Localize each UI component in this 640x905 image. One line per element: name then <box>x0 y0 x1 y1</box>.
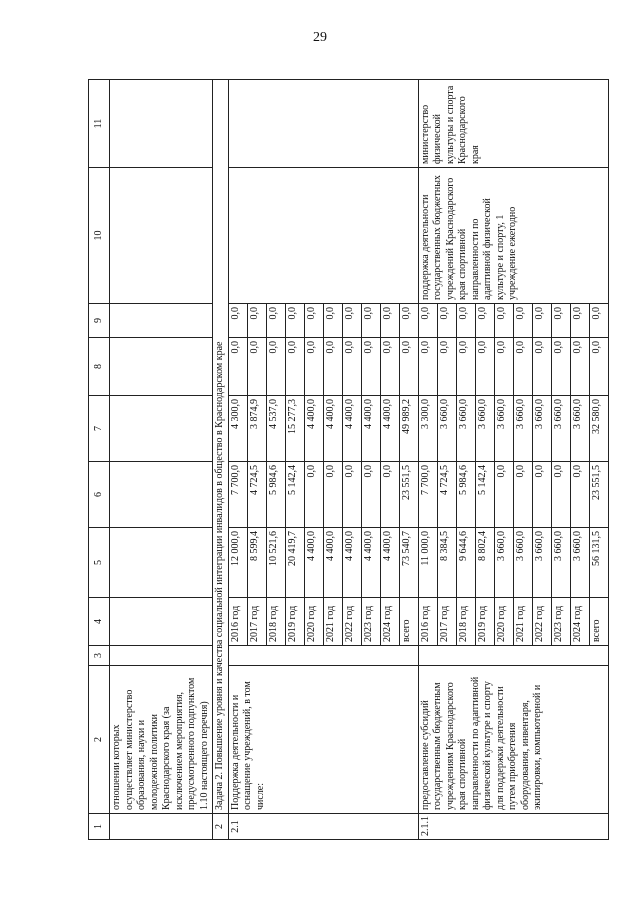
value-col-7: 4 400,0 <box>361 396 380 462</box>
value-col-9: 0,0 <box>342 304 361 338</box>
value-col-8: 0,0 <box>285 338 304 396</box>
value-col-6: 7 700,0 <box>228 462 247 528</box>
value-col-9: 0,0 <box>266 304 285 338</box>
task-row <box>213 80 229 840</box>
value-total: 3 660,0 <box>494 528 513 598</box>
value-col-7: 15 277,3 <box>285 396 304 462</box>
value-col-8: 0,0 <box>247 338 266 396</box>
value-col-9: 0,0 <box>570 304 589 338</box>
value-col-7: 3 660,0 <box>475 396 494 462</box>
value-col-6: 0,0 <box>342 462 361 528</box>
header-col-3: 3 <box>89 646 110 666</box>
value-col-9: 0,0 <box>323 304 342 338</box>
value-col-7: 4 300,0 <box>228 396 247 462</box>
item-num: 2.1.1 <box>418 814 608 840</box>
year-cell: 2019 год <box>285 598 304 646</box>
value-col-6: 0,0 <box>551 462 570 528</box>
value-col-8: 0,0 <box>304 338 323 396</box>
year-cell: 2023 год <box>551 598 570 646</box>
value-col-9: 0,0 <box>513 304 532 338</box>
value-col-9: 0,0 <box>475 304 494 338</box>
value-total: 20 419,7 <box>285 528 304 598</box>
value-col-8: 0,0 <box>266 338 285 396</box>
year-cell: 2023 год <box>361 598 380 646</box>
year-cell: 2018 год <box>456 598 475 646</box>
value-col-6: 0,0 <box>361 462 380 528</box>
value-col-9: 0,0 <box>551 304 570 338</box>
header-col-2: 2 <box>89 666 110 814</box>
value-total: 4 400,0 <box>323 528 342 598</box>
value-col-7: 3 660,0 <box>570 396 589 462</box>
value-col-9: 0,0 <box>437 304 456 338</box>
value-total: 4 400,0 <box>304 528 323 598</box>
value-total: 8 384,5 <box>437 528 456 598</box>
task-title: Задача 2. Повышение уровня и качества социальной интеграции инвалидов в общество в Краснодарском крае <box>213 80 229 814</box>
value-col-7: 3 660,0 <box>532 396 551 462</box>
program-table <box>88 79 609 840</box>
value-col-9: 0,0 <box>399 304 418 338</box>
value-total: 8 599,4 <box>247 528 266 598</box>
cont-num-cell <box>110 814 213 840</box>
year-cell: 2019 год <box>475 598 494 646</box>
value-col-6: 0,0 <box>570 462 589 528</box>
value-total: 3 660,0 <box>532 528 551 598</box>
value-col-6: 0,0 <box>304 462 323 528</box>
value-col-6: 23 551,5 <box>399 462 418 528</box>
item-num: 2.1 <box>228 814 418 840</box>
value-col-9: 0,0 <box>285 304 304 338</box>
cont-description: отношении которых осуществляет министерство образования, науки и молодежной политики Краснодарского края (за исключением мероприятия, предусмотренного подпунктом 1.10 настоящего перечня) <box>110 666 213 814</box>
value-total: 9 644,6 <box>456 528 475 598</box>
value-col-9: 0,0 <box>418 304 437 338</box>
year-cell: 2022 год <box>342 598 361 646</box>
header-row <box>89 80 110 840</box>
value-col-9: 0,0 <box>380 304 399 338</box>
value-total: 10 521,6 <box>266 528 285 598</box>
value-col-8: 0,0 <box>380 338 399 396</box>
value-col-8: 0,0 <box>342 338 361 396</box>
value-total: 11 000,0 <box>418 528 437 598</box>
year-cell: 2021 год <box>323 598 342 646</box>
value-col-8: 0,0 <box>228 338 247 396</box>
item-name: предоставление субсидий государственным бюджетным учреждениям Краснодарского края спортивной направленности по адаптивной физической культуре и спорту для поддержки деятельности путем приобретения оборудования, инвентаря, экипировки, компьютерной и <box>418 666 608 814</box>
year-cell: 2020 год <box>304 598 323 646</box>
executor-cell: министерство физической культуры и спорта Краснодарского края <box>418 80 608 168</box>
value-col-6: 23 551,5 <box>589 462 608 528</box>
value-col-6: 5 984,6 <box>456 462 475 528</box>
value-col-7: 3 300,0 <box>418 396 437 462</box>
value-col-7: 3 874,9 <box>247 396 266 462</box>
value-col-6: 0,0 <box>513 462 532 528</box>
value-total: 12 000,0 <box>228 528 247 598</box>
header-col-7: 7 <box>89 396 110 462</box>
year-cell: всего <box>589 598 608 646</box>
value-col-8: 0,0 <box>437 338 456 396</box>
value-col-6: 5 142,4 <box>475 462 494 528</box>
value-col-7: 3 660,0 <box>456 396 475 462</box>
value-total: 4 400,0 <box>380 528 399 598</box>
header-col-5: 5 <box>89 528 110 598</box>
value-col-9: 0,0 <box>228 304 247 338</box>
value-col-8: 0,0 <box>399 338 418 396</box>
year-cell: 2018 год <box>266 598 285 646</box>
task-num: 2 <box>213 814 229 840</box>
value-col-7: 3 660,0 <box>494 396 513 462</box>
item-col-3 <box>228 646 418 666</box>
value-total: 56 131,5 <box>589 528 608 598</box>
header-col-6: 6 <box>89 462 110 528</box>
value-col-7: 4 400,0 <box>323 396 342 462</box>
value-col-8: 0,0 <box>551 338 570 396</box>
value-col-8: 0,0 <box>456 338 475 396</box>
year-cell: 2022 год <box>532 598 551 646</box>
header-col-1: 1 <box>89 814 110 840</box>
value-col-9: 0,0 <box>456 304 475 338</box>
rotated-table-container <box>88 80 602 840</box>
value-col-8: 0,0 <box>361 338 380 396</box>
value-col-6: 4 724,5 <box>437 462 456 528</box>
value-col-7: 4 400,0 <box>304 396 323 462</box>
value-col-6: 4 724,5 <box>247 462 266 528</box>
year-cell: 2024 год <box>570 598 589 646</box>
year-cell: 2017 год <box>247 598 266 646</box>
continuation-row <box>110 80 213 840</box>
value-col-6: 7 700,0 <box>418 462 437 528</box>
value-col-6: 0,0 <box>494 462 513 528</box>
value-col-7: 3 660,0 <box>513 396 532 462</box>
value-col-6: 0,0 <box>380 462 399 528</box>
value-col-6: 5 142,4 <box>285 462 304 528</box>
value-col-7: 4 400,0 <box>342 396 361 462</box>
value-col-9: 0,0 <box>247 304 266 338</box>
year-cell: 2021 год <box>513 598 532 646</box>
value-col-8: 0,0 <box>323 338 342 396</box>
value-col-9: 0,0 <box>361 304 380 338</box>
value-col-6: 0,0 <box>532 462 551 528</box>
value-col-9: 0,0 <box>494 304 513 338</box>
value-col-7: 3 660,0 <box>437 396 456 462</box>
value-col-8: 0,0 <box>475 338 494 396</box>
header-col-9: 9 <box>89 304 110 338</box>
value-col-8: 0,0 <box>494 338 513 396</box>
value-col-8: 0,0 <box>513 338 532 396</box>
year-cell: 2016 год <box>228 598 247 646</box>
value-total: 3 660,0 <box>513 528 532 598</box>
value-col-9: 0,0 <box>304 304 323 338</box>
value-col-8: 0,0 <box>570 338 589 396</box>
year-cell: 2024 год <box>380 598 399 646</box>
result-cell-empty <box>228 168 418 304</box>
item-2-1-row <box>228 80 247 840</box>
value-col-7: 32 580,0 <box>589 396 608 462</box>
header-col-11: 11 <box>89 80 110 168</box>
value-total: 8 802,4 <box>475 528 494 598</box>
header-col-4: 4 <box>89 598 110 646</box>
header-col-10: 10 <box>89 168 110 304</box>
item-name: Поддержка деятельности и оснащение учреждений, в том числе: <box>228 666 418 814</box>
year-cell: 2017 год <box>437 598 456 646</box>
page-number: 29 <box>313 30 327 45</box>
value-col-7: 4 400,0 <box>380 396 399 462</box>
value-col-7: 49 989,2 <box>399 396 418 462</box>
value-total: 73 540,7 <box>399 528 418 598</box>
value-col-8: 0,0 <box>532 338 551 396</box>
value-col-6: 0,0 <box>323 462 342 528</box>
year-cell: 2020 год <box>494 598 513 646</box>
value-col-7: 3 660,0 <box>551 396 570 462</box>
value-total: 4 400,0 <box>342 528 361 598</box>
value-col-6: 5 984,6 <box>266 462 285 528</box>
executor-cell-empty <box>228 80 418 168</box>
header-col-8: 8 <box>89 338 110 396</box>
value-col-8: 0,0 <box>589 338 608 396</box>
value-total: 3 660,0 <box>570 528 589 598</box>
value-total: 3 660,0 <box>551 528 570 598</box>
result-cell: поддержка деятельности государственных бюджетных учреждений Краснодарского края спортивной направленности по адаптивной физической культуре и спорту, 1 учреждение ежегодно <box>418 168 608 304</box>
value-col-9: 0,0 <box>589 304 608 338</box>
year-cell: всего <box>399 598 418 646</box>
year-cell: 2016 год <box>418 598 437 646</box>
item-col-3 <box>418 646 608 666</box>
item-2-1-1-row <box>418 80 437 840</box>
value-col-9: 0,0 <box>532 304 551 338</box>
value-col-8: 0,0 <box>418 338 437 396</box>
value-col-7: 4 537,0 <box>266 396 285 462</box>
value-total: 4 400,0 <box>361 528 380 598</box>
